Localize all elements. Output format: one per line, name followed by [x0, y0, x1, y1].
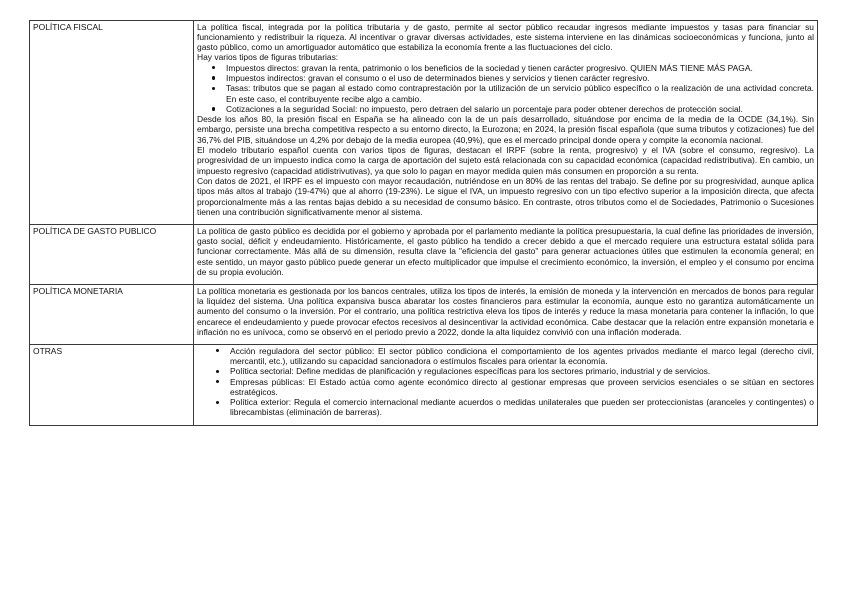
table-row: [30, 285, 818, 345]
bullet-list: [197, 63, 814, 114]
list-item: Política sectorial: Define medidas de planificación y regulaciones específicas para los sectores primario, industrial y de servicios.: [230, 366, 814, 376]
fiscal-policy-content: [194, 21, 818, 225]
monetary-policy-content: [194, 285, 818, 345]
other-policies-content: [194, 345, 818, 426]
row-label: POLÍTICA DE GASTO PUBLICO: [30, 225, 194, 285]
paragraph: La política fiscal, integrada por la política tributaria y de gasto, permite al sector público recaudar ingresos mediante impuestos y tasas para financiar su funcionamiento y redistribuir la riqueza. Al incentivar o gravar diversas actividades, este sistema interviene en las dinámicas socioeconómicas y funciona, junto al gasto público, como un amortiguador automático que estabiliza la economía frente a las fluctuaciones del ciclo.: [197, 21, 814, 53]
bullet-list: [197, 346, 814, 418]
row-label: OTRAS: [30, 345, 194, 426]
list-item: Acción reguladora del sector público: El sector público condiciona el comportamiento de los agentes privados mediante el marco legal (derecho civil, mercantil, etc.), utilizando su capacidad sancionadora o estímulos fiscales para orientar la economía.: [230, 345, 814, 366]
paragraph: Con datos de 2021, el IRPF es el impuesto con mayor recaudación, nutriéndose en un 80% de las rentas del trabajo. Se define por su progresividad, aunque aplica tipos más altos al trabajo (19-47%) que al ahorro (19-23%). Le sigue el IVA, un impuesto regresivo con un tipo efectivo superior a la imposición directa, que afecta proporcionalmente más a las rentas bajas debido a su necesidad de consumo básico. En contraste, otros tributos como el de Sociedades, Patrimonio o Sucesiones tienen una contribución significativamente menor al sistema.: [197, 175, 814, 217]
paragraph: La política de gasto público es decidida por el gobierno y aprobada por el parlamento mediante la política presupuestaria, la cual define las prioridades de inversión, gasto social, déficit y endeudamiento. Históricamente, el gasto público ha tendido a crecer debido a que el mercado requiere una estructura estatal sólida para funcionar correctamente. Más allá de su dimensión, resulta clave la "eficiencia del gasto" para generar actuaciones útiles que estimulen la economía general; en este sentido, un mayor gasto público puede generar un efecto multiplicador que impulse el crecimiento económico, la inversión, el empleo y el consumo por encima de su propia evolución.: [197, 225, 814, 277]
list-item: Política exterior: Regula el comercio internacional mediante acuerdos o medidas unilaterales que pueden ser proteccionistas (aranceles y contingentes) o librecambistas (eliminación de barreras).: [230, 397, 814, 418]
table-row: [30, 21, 818, 225]
list-item: Cotizaciones a la seguridad Social: no impuesto, pero detraen del salario un porcentaje para poder obtener derechos de protección social.: [226, 104, 814, 114]
table-row: [30, 225, 818, 285]
list-item: Tasas: tributos que se pagan al estado como contraprestación por la utilización de un servicio público específico o la realización de una actividad concreta. En este caso, el contribuyente recibe algo a cambio.: [226, 83, 814, 104]
list-item: Empresas públicas: El Estado actúa como agente económico directo al gestionar empresas que proveen servicios esenciales o se sitúan en sectores estratégicos.: [230, 376, 814, 397]
paragraph: Desde los años 80, la presión fiscal en España se ha alineado con la de un país desarrollado, situándose por encima de la media de la OCDE (34,1%). Sin embargo, persiste una brecha competitiva respecto a su entorno directo, la Eurozona; en 2024, la presión fiscal española (que suma tributos y cotizaciones) fue del 36,7% del PIB, situándose un 4,2% por debajo de la media europea (40,9%), que es el mercado principal donde opera y compite la economía nacional.: [197, 114, 814, 145]
paragraph: Hay varios tipos de figuras tributarias:: [197, 52, 339, 63]
table-row: [30, 345, 818, 426]
economic-policies-table: [29, 20, 818, 426]
row-label: POLÍTICA FISCAL: [30, 21, 194, 225]
row-label: POLÍTICA MONETARIA: [30, 285, 194, 345]
spending-policy-content: [194, 225, 818, 285]
paragraph: El modelo tributario español cuenta con varios tipos de figuras, destacan el IRPF (sobre la renta, progresivo) y el IVA (sobre el consumo, regresivo). La progresividad de un impuesto indica como la carga de aportación del sujeto está relacionada con su capacidad económica (capacidad redistributiva). En cambio, un impuesto regresivo (capacidad atidistrivutivas), ya que solo lo pagan en mayor medida quien más consumen en proporción a su renta.: [197, 145, 814, 176]
list-item: Impuestos directos: gravan la renta, patrimonio o los beneficios de la sociedad y tienen carácter progresivo. QUIEN MÁS TIENE MÁS PAGA.: [226, 63, 814, 73]
paragraph: La política monetaria es gestionada por los bancos centrales, utiliza los tipos de interés, la emisión de moneda y la intervención en mercados de bonos para regular la liquidez del sistema. Una política expansiva busca abaratar los costes financieros para estimular la economía, aunque esto no garantiza automáticamente un aumento del consumo o la inversión. Por el contrario, una política restrictiva eleva los tipos de interés y reduce la masa monetaria para contener la inflación, lo que encarece el endeudamiento y puede provocar efectos recesivos al desincentivar la actividad económica. Cabe destacar que la relación entre expansión monetaria e inflación no es unívoca, como se observó en el periodo previo a 2022, donde la alta liquidez convivió con una inflación moderada.: [197, 285, 814, 337]
list-item: Impuestos indirectos: gravan el consumo o el uso de determinados bienes y servicios y tienen carácter regresivo.: [226, 73, 814, 83]
